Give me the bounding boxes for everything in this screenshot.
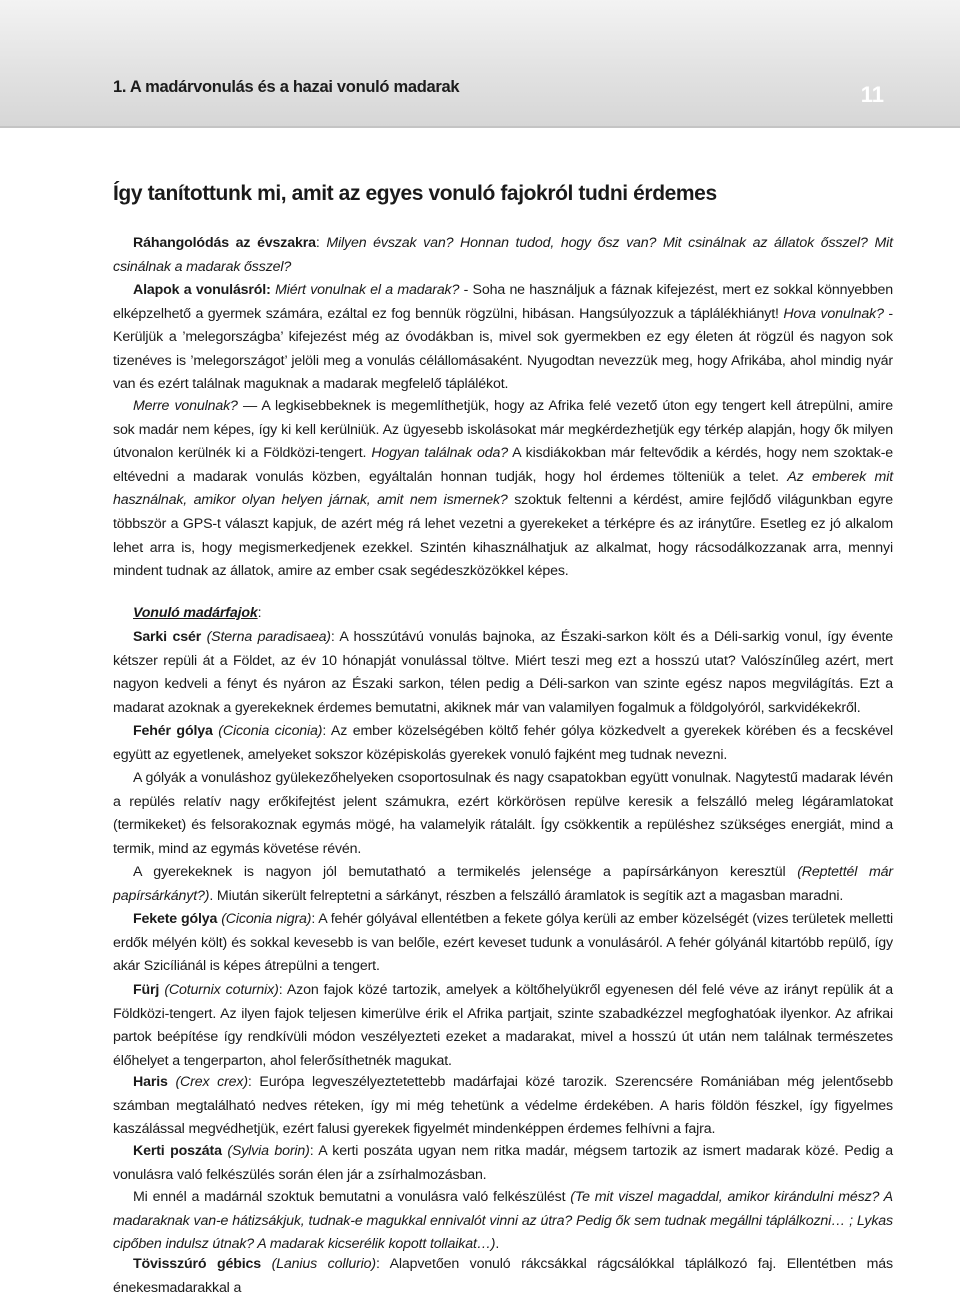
how-text: A kisdiákokban már feltevődik a kérdés, hogy nem szoktak-e eltévedni a madarak vonulás közben, egyáltalán honnan tudják, hogy hol érdemes tölteniük a telet. — [113, 445, 894, 485]
page-header — [0, 0, 960, 128]
where-text: — A legkisebbeknek is megemlíthetjük, hogy az Afrika felé vezető úton egy tengert kell átrepülni, amire sok madár nem képes, így ki kell kerülniük. Az ügyesebb iskolásokat már megkérdezhetjük egy térkép alapján, hogy ők milyen útvonalon kerülnék ki a Földközi-tengert. — [113, 398, 893, 462]
intro-where — [113, 395, 893, 584]
crake-text: : Európa legveszélyeztetettebb madárfajai közé tarozik. Szerencsére Romániában még jelentősebb számban megtalálható nedves réteken, így mi még tehetünk a védelme érdekében. A haris földön fészkel, így figyelmes kaszálással megvédhetjük, ezért falusi gyerekek figyelmét mindenképpen érdemes felhívni a fajra. — [113, 1074, 894, 1138]
stork-text: : Az ember közelségében költő fehér gólya közkedvelt a gyerekek körében és a fecskével együtt az egyetlenek, amelyeket sokszor középiskolás gyerekek vonuló fajként meg tudnak nevezni. — [113, 723, 894, 763]
basics-text1: - Soha ne használjuk a fáznak kifejezést, mert ez sokkal könnyebben elképzelhető a gyermek számára, ezáltal ez fog bennük rögzülni, hibásan. Hangsúlyozzuk a táplálékhiányt! — [113, 282, 893, 322]
tern-latin: (Sterna paradisaea) — [206, 629, 331, 645]
species-warbler — [113, 1140, 893, 1187]
basics-question: Miért vonulnak el a madarak? — [275, 282, 460, 298]
how-question: Hogyan találnak oda? — [371, 445, 508, 462]
warbler-text2-italic: (Te mit viszel magaddal, amikor kirándulni mész? A madaraknak van-e hátizsákjuk, tudnak-e magukkal ennivalót vinni az útra? Pedig ők sem tudnak megállni táplálkozni… ; Lykas cipőben indulsz útnak? A madarak kicserélik kopott tollaikat…) — [113, 1189, 893, 1253]
stork-latin: (Ciconia ciconia) — [218, 723, 323, 739]
tern-text: : A hosszútávú vonulás bajnoka, az Északi-sarkon költ és a Déli-sarkig vonul, így évente kétszer repüli át a Földet, az év 10 hónapját vonulással töltve. Miért teszi meg ezt a hosszú utat? Valószínűleg azért, mert nagyon kedveli a fényt és nyáron az Északi sarkon, télen pedig a Déli-sarkon van szinte egész napos megvilágítás. Ezt a madarat azoknak a gyerekeknek érdemes bemutatni, akiknek már van valamilyen fogalmuk a földgolyóról, sarkvidékekről. — [113, 629, 893, 716]
header-divider — [0, 126, 960, 128]
species-heading-text: Vonuló madárfajok — [133, 605, 258, 621]
chapter-title: 1. A madárvonulás és a hazai vonuló madarak — [113, 78, 460, 96]
species-tern — [113, 626, 893, 720]
warbler-text2: Mi ennél a madárnál szoktuk bemutatni a vonulásra való felkészülést — [133, 1189, 571, 1205]
shrike-name: Tövisszúró gébics — [133, 1256, 262, 1272]
stork-name: Fehér gólya — [133, 723, 213, 739]
stork-text3: A gyerekeknek is nagyon jól bemutatható a termikelés jelensége a papírsárkányon keresztül — [133, 864, 798, 880]
black-stork-text: : A fehér gólyával ellentétben a fekete gólya kerüli az ember közelségét (vizes területek melletti erdők mélyén költ) és sokkal kevesebb is van belőle, ezért keveset tudunk a vonulásáról. A fehér gólyánál kitartóbb repülő, így akár Szicíliánál is képes átrepülni a tengert. — [113, 911, 894, 975]
warmup-text: Milyen évszak van? Honnan tudod, hogy ősz van? Mit csinálnak az állatok ősszel? Mit csinálnak a madarak ősszel? — [113, 235, 893, 275]
species-quail — [113, 979, 893, 1073]
where-question: Merre vonulnak? — [133, 398, 238, 414]
section-title: Így tanítottunk mi, amit az egyes vonuló fajokról tudni érdemes — [113, 182, 717, 205]
species-stork-2: A gólyák a vonuláshoz gyülekezőhelyeken csoportosulnak és nagy csapatokban együtt vonulnak. Nagytestű madarak lévén a repülés relatív nagy erőkifejtést jelent számukra, ezért körkörösen repülve keresik a felszálló meleg légáramlatokat (termikeket) és felsorakoznak egymás mögé, ha valamelyik rátalált. Így csökkentik a repüléshez szükséges energiát, mind a termik, mind az egymás követése révén. — [113, 770, 893, 857]
warmup-label: Ráhangolódás az évszakra — [133, 235, 316, 251]
species-black-stork — [113, 908, 893, 979]
quail-name: Fürj — [133, 982, 160, 998]
black-stork-latin: (Ciconia nigra) — [221, 911, 312, 927]
intro-basics — [113, 279, 893, 397]
species-crake — [113, 1071, 893, 1142]
crake-latin: (Crex crex) — [175, 1074, 248, 1090]
warbler-latin: (Sylvia borin) — [227, 1143, 310, 1159]
species-stork — [113, 720, 893, 767]
tern-name: Sarki csér — [133, 629, 202, 645]
warbler-text2-end: . — [495, 1236, 500, 1253]
species-warbler-2 — [113, 1186, 893, 1257]
intro-warmup: Ráhangolódás az évszakra: Milyen évszak van? Honnan tudod, hogy ősz van? Mit csinálnak az állatok ősszel? Mit csinálnak a madarak ősszel? — [113, 235, 893, 275]
basics-text2: - Kerüljük a ’melegországba’ kifejezést még az óvodákban is, mivel sok gyermekben ez egy életen át rögzül és nagyon sok tizenéves is ’melegországot’ jelöli meg a vonulás célállomásaként. Nyugodtan nevezzük meg, hogy Afrikába, ahol mindig nyár van és ezért találnak maguknak a madarak megfelelő táplálékot. — [113, 305, 893, 393]
species-stork-3 — [113, 861, 893, 908]
quail-text: : Azon fajok közé tartozik, amelyek a költőhelyükről egyenesen dél felé véve az irányt repülik át a Földközi-tengert. Az ilyen fajok teljesen kimerülve érik el Afrika partjait, szinte szabadkézzel megfoghatóak ilyenkor. Az afrikai partok beépítése így rendkívüli módon veszélyezteti ezeket a madarakat, mivel a hosszú út után nem találnak természetes élőhelyet a tengerparton, ahol felerősíthetnék magukat. — [113, 982, 893, 1069]
shrike-text: : Alapvetően vonuló rákcsákkal rágcsálókkal táplálkozó faj. Ellentétben más énekesmadarakkal a — [113, 1256, 893, 1296]
stork-text3-end: . Miután sikerült felreptetni a sárkányt, részben a felszálló áramlatok is segítik azt a magasban maradni. — [209, 887, 844, 904]
warbler-text: : A kerti poszáta ugyan nem ritka madár, mégsem tartozik az ismert madarak közé. Pedig a vonulásra való felkészülés során élen jár a zsírhalmozásban. — [113, 1143, 893, 1183]
shrike-latin: (Lanius collurio) — [271, 1256, 376, 1272]
people-text: szoktuk feltenni a kérdést, amire fejlődő világunkban egyre többször a GPS-t választ kapjuk, de azért még rá lehet vezetni a gyerekeket a térképre és az iránytűre. Esetleg ez jó alkalom lehet arra is, hogy megismerkedjenek ezekkel. Szintén kihasználhatjuk az alkalmat, hogy rácsodálkozzanak arra, mennyi mindent tudnak az állatok, amire az ember csak segédeszközökkel képes. — [113, 492, 893, 580]
basics-label: Alapok a vonulásról: — [133, 282, 271, 298]
species-shrike — [113, 1253, 893, 1300]
basics-question2: Hova vonulnak? — [783, 305, 884, 322]
species-heading: Vonuló madárfajok: — [133, 605, 262, 621]
black-stork-name: Fekete gólya — [133, 911, 218, 927]
crake-name: Haris — [133, 1074, 168, 1090]
people-question: Az emberek mit használnak, amikor olyan helyen járnak, amit nem ismernek? — [113, 468, 893, 509]
warbler-name: Kerti poszáta — [133, 1143, 222, 1159]
quail-latin: (Coturnix coturnix) — [164, 982, 279, 998]
stork-text3-italic: (Reptettél már papírsárkányt?) — [113, 864, 893, 904]
page-number: 11 — [860, 82, 884, 107]
